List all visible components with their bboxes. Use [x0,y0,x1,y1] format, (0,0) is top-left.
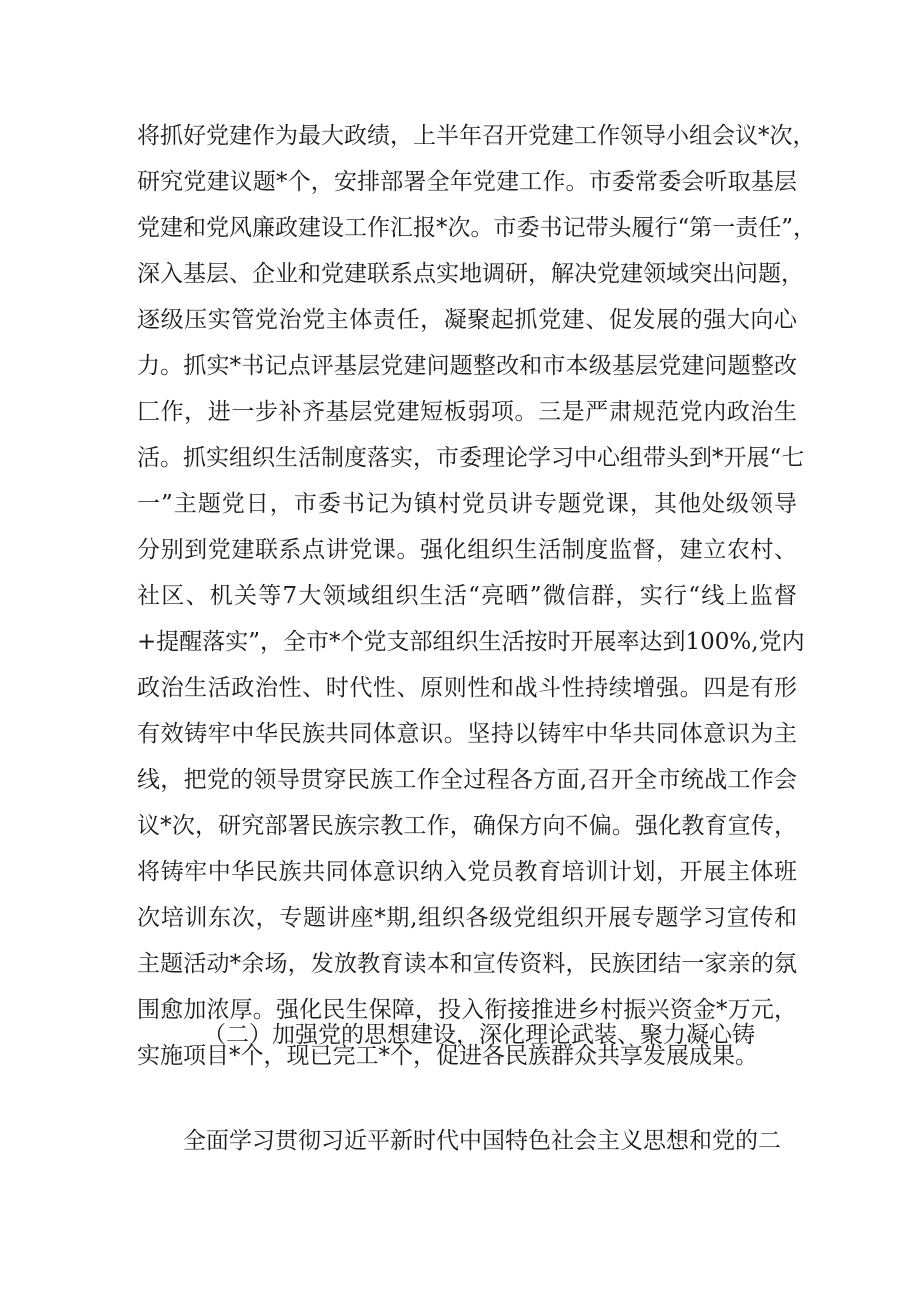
text-line: 深入基层、企业和党建联系点实地调研，解决党建领域突出问题， [137,261,804,287]
text-line: 主题活动*余场，发放教育读本和宣传资料，民族团结一家亲的氛 [137,951,797,977]
text-line: 有效铸牢中华民族共同体意识。坚持以铸牢中华共同体意识为主 [137,721,797,747]
text-line: 研究党建议题*个，安排部署全年党建工作。市委常委会听取基层 [137,169,797,195]
text-line: 一”主题党日，市委书记为镇村党员讲专题党课，其他处级领导 [137,491,797,517]
text-line: 将铸牢中华民族共同体意识纳入党员教育培训计划，开展主体班 [137,859,797,885]
text-line: 实施项目*个，现已完工*个，促进各民族群众共享发展成果。 [137,1043,758,1069]
next-paragraph: 全面学习贯彻习近平新时代中国特色社会主义思想和党的二 [183,1128,781,1154]
text-line: 围愈加浓厚。强化民生保障，投入衔接推进乡村振兴资金*万元， [137,997,797,1023]
text-line: 社区、机关等7大领域组织生活“亮晒”微信群，实行“线上监督 [137,583,797,609]
body-paragraph [137,113,817,1079]
section-heading: （二）加强党的思想建设，深化理论武装、聚力凝心铸 [203,1022,755,1048]
text-line: +提醒落实”，全市*个党支部组织生活按时开展率达到100%,党内 [137,629,805,655]
text-line: 分别到党建联系点讲党课。强化组织生活制度监督，建立农村、 [137,537,797,563]
text-line: 活。抓实组织生活制度落实，市委理论学习中心组带头到*开展“七 [137,445,805,471]
text-line: 党建和党风廉政建设工作汇报*次。市委书记带头履行“第一责任”， [137,215,817,241]
text-line: 次培训东次，专题讲座*期,组织各级党组织开展专题学习宣传和 [137,905,797,931]
text-line: 线，把党的领导贯穿民族工作全过程各方面,召开全市统战工作会 [137,767,797,793]
text-line: 匚作，进一步补齐基层党建短板弱项。三是严肃规范党内政治生 [137,399,797,425]
text-line: 议*次，研究部署民族宗教工作，确保方向不偏。强化教育宣传， [137,813,797,839]
text-line: 将抓好党建作为最大政绩，上半年召开党建工作领导小组会议*次， [137,123,816,149]
text-line: 逐级压实管党治党主体责任，凝聚起抓党建、促发展的强大向心 [137,307,797,333]
text-line: 政治生活政治性、时代性、原则性和战斗性持续增强。四是有形 [137,675,797,701]
text-line: 力。抓实*书记点评基层党建问题整改和市本级基层党建问题整改 [137,353,797,379]
